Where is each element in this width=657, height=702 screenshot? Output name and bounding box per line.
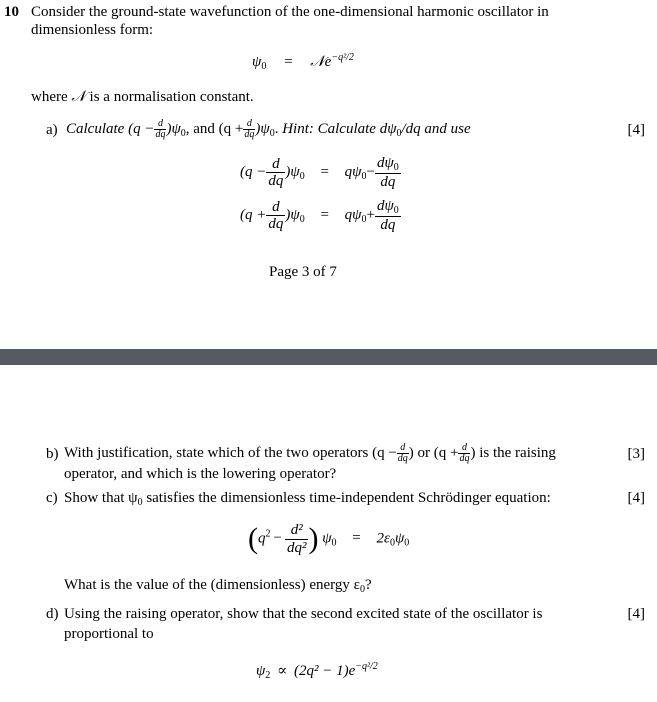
part-c-label: c) xyxy=(46,490,58,506)
question-number: 10 xyxy=(4,4,19,20)
page-number: Page 3 of 7 xyxy=(269,264,337,280)
ground-state-equation: $\psi_0$ = 𝒩e$^{-q^2/2}$ xyxy=(252,52,354,72)
part-d-marks: [4] xyxy=(627,606,645,622)
part-a-label: a) xyxy=(46,122,58,138)
part-a-equation-2: (q + $\frac{d}{dq}$ )$\psi_0 = q\psi_0+$ $\frac{d\psi_0}{dq}$ xyxy=(240,198,399,233)
d-dq-fraction: $\frac{d}{dq}$ xyxy=(244,118,255,140)
part-b-marks: [3] xyxy=(627,446,645,462)
part-a-text: Calculate (q − $\frac{d}{dq}$ )$\psi_0$, and (q + $\frac{d}{dq}$ )$\psi_0$. Hint: Calculate $d\psi_0/dq$ and use xyxy=(66,118,471,140)
part-c-text: Show that $\psi_0$ satisfies the dimensionless time-independent Schrödinger equation: xyxy=(64,490,551,508)
part-b-line1: With justification, state which of the two operators (q − $\frac{d}{dq}$ ) or (q + $\frac{d}{dq}$ ) is the raising xyxy=(64,442,556,464)
part-c-marks: [4] xyxy=(627,490,645,506)
part-a-equation-1: (q − $\frac{d}{dq}$ )$\psi_0 = q\psi_0-$ $\frac{d\psi_0}{dq}$ xyxy=(240,155,399,190)
normalisation-note: where 𝒩 is a normalisation constant. xyxy=(31,89,254,105)
page-separator xyxy=(0,349,657,365)
schrodinger-equation: ($q^2$ − $\frac{\text{d²}}{\text{dq²}}$ ) $\psi_0 = 2\varepsilon_0\psi_0$ xyxy=(248,522,410,556)
part-d-label: d) xyxy=(46,606,59,622)
question-intro-line2: dimensionless form: xyxy=(31,22,154,38)
part-b-label: b) xyxy=(46,446,59,462)
d-dq-fraction: $\frac{d}{dq}$ xyxy=(155,118,166,140)
second-excited-state-equation: $\psi_2 \propto (2q^2 - 1)e^{-q^2/2}$ xyxy=(256,661,378,681)
part-c-question: What is the value of the (dimensionless) energy $\varepsilon_0$? xyxy=(64,577,372,595)
part-a-marks: [4] xyxy=(627,122,645,138)
part-d-line2: proportional to xyxy=(64,626,154,642)
part-b-line2: operator, and which is the lowering operator? xyxy=(64,466,337,482)
part-d-line1: Using the raising operator, show that the second excited state of the oscillator is xyxy=(64,606,543,622)
question-intro-line1: Consider the ground-state wavefunction of the one-dimensional harmonic oscillator in xyxy=(31,4,549,20)
